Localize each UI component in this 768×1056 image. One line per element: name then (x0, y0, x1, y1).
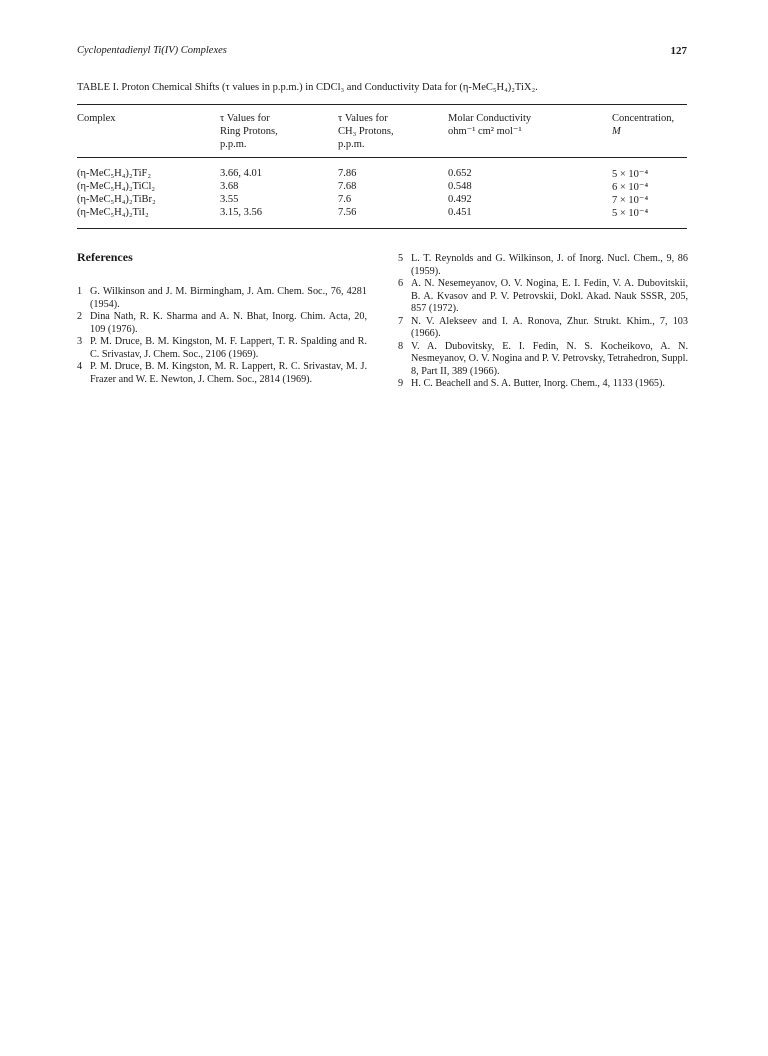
reference-number: 8 (398, 340, 404, 352)
cell-conductivity: 0.451 (448, 207, 472, 218)
cell-concentration: 7 × 10⁻⁴ (612, 195, 649, 206)
reference-item (398, 378, 688, 391)
reference-number: 2 (77, 311, 83, 322)
cell-concentration: 6 × 10⁻⁴ (612, 182, 649, 193)
table-top-rule (77, 104, 687, 105)
reference-text: G. Wilkinson and J. M. Birmingham, J. Am. Chem. Soc., 76, 4281 (1954). (90, 286, 367, 310)
reference-item (398, 341, 688, 379)
reference-number: 3 (77, 336, 83, 347)
cell-concentration: 5 × 10⁻⁴ (612, 169, 649, 180)
cell-ch3-protons: 7.68 (338, 181, 357, 192)
cell-conductivity: 0.492 (448, 194, 472, 205)
references-left-column (77, 286, 367, 386)
cell-concentration: 5 × 10⁻⁴ (612, 208, 649, 219)
cell-complex: (η-MeC₅H₄)₂TiF₂ (77, 168, 152, 179)
cell-ring-protons: 3.68 (220, 181, 239, 192)
reference-text: H. C. Beachell and S. A. Butter, Inorg. Chem., 4, 1133 (1965). (411, 378, 665, 389)
reference-item (398, 253, 688, 278)
column-header-ring-protons: τ Values for Ring Protons, p.p.m. (220, 113, 278, 150)
reference-item (398, 316, 688, 341)
running-header (77, 45, 687, 65)
cell-complex: (η-MeC₅H₄)₂TiI₂ (77, 207, 149, 218)
table-row (0, 181, 768, 195)
reference-number: 4 (77, 361, 83, 372)
reference-text: P. M. Druce, B. M. Kingston, M. R. Lappert, R. C. Srivastav, M. J. Frazer and W. E. Newton, J. Chem. Soc., 2814 (1969). (90, 361, 367, 385)
table-row (0, 168, 768, 182)
reference-number: 9 (398, 378, 404, 389)
column-header-ch3-protons: τ Values for CH₃ Protons, p.p.m. (338, 113, 394, 150)
cell-ch3-protons: 7.86 (338, 168, 357, 179)
running-title: Cyclopentadienyl Ti(IV) Complexes (77, 45, 227, 56)
cell-conductivity: 0.652 (448, 168, 472, 179)
reference-text: A. N. Nesemeyanov, O. V. Nogina, E. I. Fedin, V. A. Dubovitskii, B. A. Kvasov and P. V. Petrovskii, Dokl. Akad. Nauk SSSR, 205, 857 (1972). (411, 278, 688, 314)
reference-item (77, 311, 367, 336)
table-caption: TABLE I. Proton Chemical Shifts (τ values in p.p.m.) in CDCl₃ and Conductivity Data for (η-MeC₅H₄)₂TiX₂. (77, 82, 538, 93)
table-bottom-rule (77, 228, 687, 229)
cell-complex: (η-MeC₅H₄)₂TiCl₂ (77, 181, 156, 192)
references-right-column (398, 253, 688, 391)
references-heading: References (77, 250, 133, 264)
cell-ch3-protons: 7.56 (338, 207, 357, 218)
reference-item (77, 336, 367, 361)
column-header-concentration: Concentration, M (612, 113, 675, 137)
reference-number: 6 (398, 278, 404, 289)
reference-item (77, 286, 367, 311)
cell-conductivity: 0.548 (448, 181, 472, 192)
cell-ring-protons: 3.66, 4.01 (220, 168, 262, 179)
column-header-molar-conductivity: Molar Conductivity ohm⁻¹ cm² mol⁻¹ (448, 113, 532, 137)
table-row (0, 194, 768, 208)
reference-text: N. V. Alekseev and I. A. Ronova, Zhur. Strukt. Khim., 7, 103 (1966). (411, 315, 688, 339)
reference-text: V. A. Dubovitsky, E. I. Fedin, N. S. Kocheikovo, A. N. Nesmeyanov, O. V. Nogina and P. V. Petrovsky, Tetrahedron, Suppl. 8, Part II, 389 (1966). (411, 340, 688, 377)
cell-ch3-protons: 7.6 (338, 194, 352, 205)
table-row (0, 207, 768, 221)
reference-number: 5 (398, 253, 404, 264)
reference-text: Dina Nath, R. K. Sharma and A. N. Bhat, Inorg. Chim. Acta, 20, 109 (1976). (90, 311, 367, 335)
reference-number: 1 (77, 286, 83, 297)
reference-text: L. T. Reynolds and G. Wilkinson, J. of Inorg. Nucl. Chem., 9, 86 (1959). (411, 253, 688, 277)
cell-ring-protons: 3.55 (220, 194, 239, 205)
column-header-complex: Complex (77, 113, 116, 124)
reference-number: 7 (398, 315, 404, 327)
reference-item (398, 278, 688, 316)
reference-text: P. M. Druce, B. M. Kingston, M. F. Lappert, T. R. Spalding and R. C. Srivastav, J. Chem. Soc., 2106 (1969). (90, 336, 367, 360)
page-number: 127 (670, 45, 687, 57)
cell-ring-protons: 3.15, 3.56 (220, 207, 262, 218)
cell-complex: (η-MeC₅H₄)₂TiBr₂ (77, 194, 156, 205)
reference-item (77, 361, 367, 386)
table-header-rule (77, 157, 687, 158)
